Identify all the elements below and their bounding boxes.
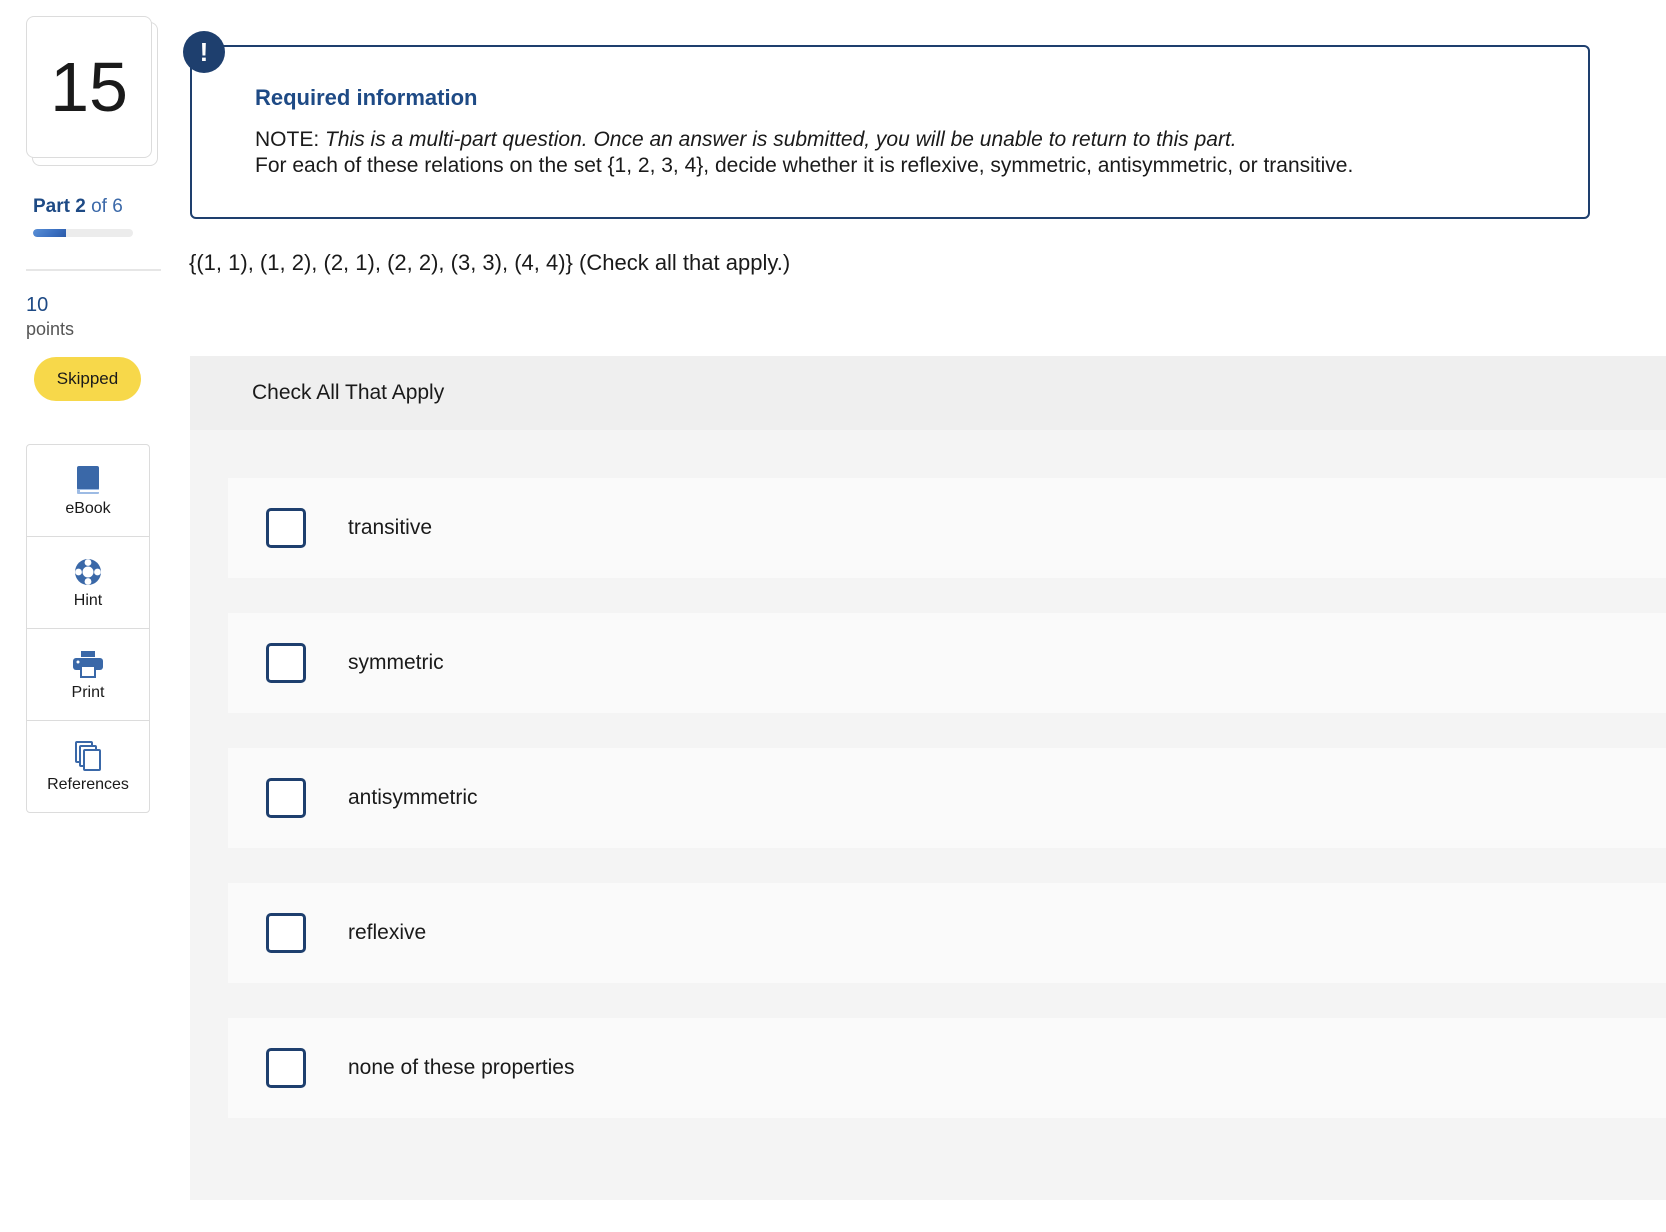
part-indicator <box>33 196 123 218</box>
hint-button[interactable] <box>27 536 149 628</box>
points-value: 10 <box>26 294 49 316</box>
status-badge: Skipped <box>34 357 141 401</box>
print-label: Print <box>71 683 105 701</box>
hint-label: Hint <box>73 591 103 609</box>
option-none[interactable] <box>228 1018 1666 1118</box>
option-symmetric[interactable] <box>228 613 1666 713</box>
checkbox-antisymmetric[interactable] <box>266 778 306 818</box>
book-icon <box>72 464 104 496</box>
notice-note-text: This is a multi-part question. Once an answer is submitted, you will be unable to return to this part. <box>325 128 1237 151</box>
copy-icon <box>72 740 104 772</box>
printer-icon <box>72 648 104 680</box>
required-information-box <box>190 45 1590 219</box>
option-transitive[interactable] <box>228 478 1666 578</box>
option-label: reflexive <box>348 921 427 944</box>
checkbox-reflexive[interactable] <box>266 913 306 953</box>
part-progress-bar <box>33 229 133 237</box>
part-total: of 6 <box>91 196 123 217</box>
option-label: antisymmetric <box>348 786 478 809</box>
option-label: symmetric <box>348 651 444 674</box>
exclamation-icon: ! <box>183 31 225 73</box>
notice-instruction: For each of these relations on the set {1, 2, 3, 4}, decide whether it is reflexive, symmetric, antisymmetric, or transitive. <box>255 154 1354 177</box>
checkbox-none[interactable] <box>266 1048 306 1088</box>
option-label: none of these properties <box>348 1056 575 1079</box>
references-button[interactable] <box>27 720 149 812</box>
lifebuoy-icon <box>72 556 104 588</box>
option-reflexive[interactable] <box>228 883 1666 983</box>
notice-note <box>255 127 1353 153</box>
part-current: 2 <box>75 196 86 217</box>
checkbox-symmetric[interactable] <box>266 643 306 683</box>
references-label: References <box>47 775 129 793</box>
question-prompt: {(1, 1), (1, 2), (2, 1), (2, 2), (3, 3), (4, 4)} (Check all that apply.) <box>189 250 791 275</box>
points-label: points <box>26 319 75 339</box>
option-label: transitive <box>348 516 433 539</box>
part-progress-fill <box>33 229 66 237</box>
question-number-card <box>26 16 158 166</box>
answer-panel-header: Check All That Apply <box>190 356 1666 430</box>
part-prefix: Part <box>33 196 70 217</box>
answer-panel <box>190 356 1666 1200</box>
option-antisymmetric[interactable] <box>228 748 1666 848</box>
notice-title: Required information <box>255 85 478 110</box>
print-button[interactable] <box>27 628 149 720</box>
ebook-button[interactable] <box>27 445 149 536</box>
tools-panel <box>26 444 150 813</box>
question-number: 15 <box>26 16 152 158</box>
notice-note-prefix: NOTE: <box>255 128 320 151</box>
ebook-label: eBook <box>65 499 111 517</box>
checkbox-transitive[interactable] <box>266 508 306 548</box>
sidebar-divider <box>26 269 161 271</box>
notice-body <box>255 127 1353 179</box>
